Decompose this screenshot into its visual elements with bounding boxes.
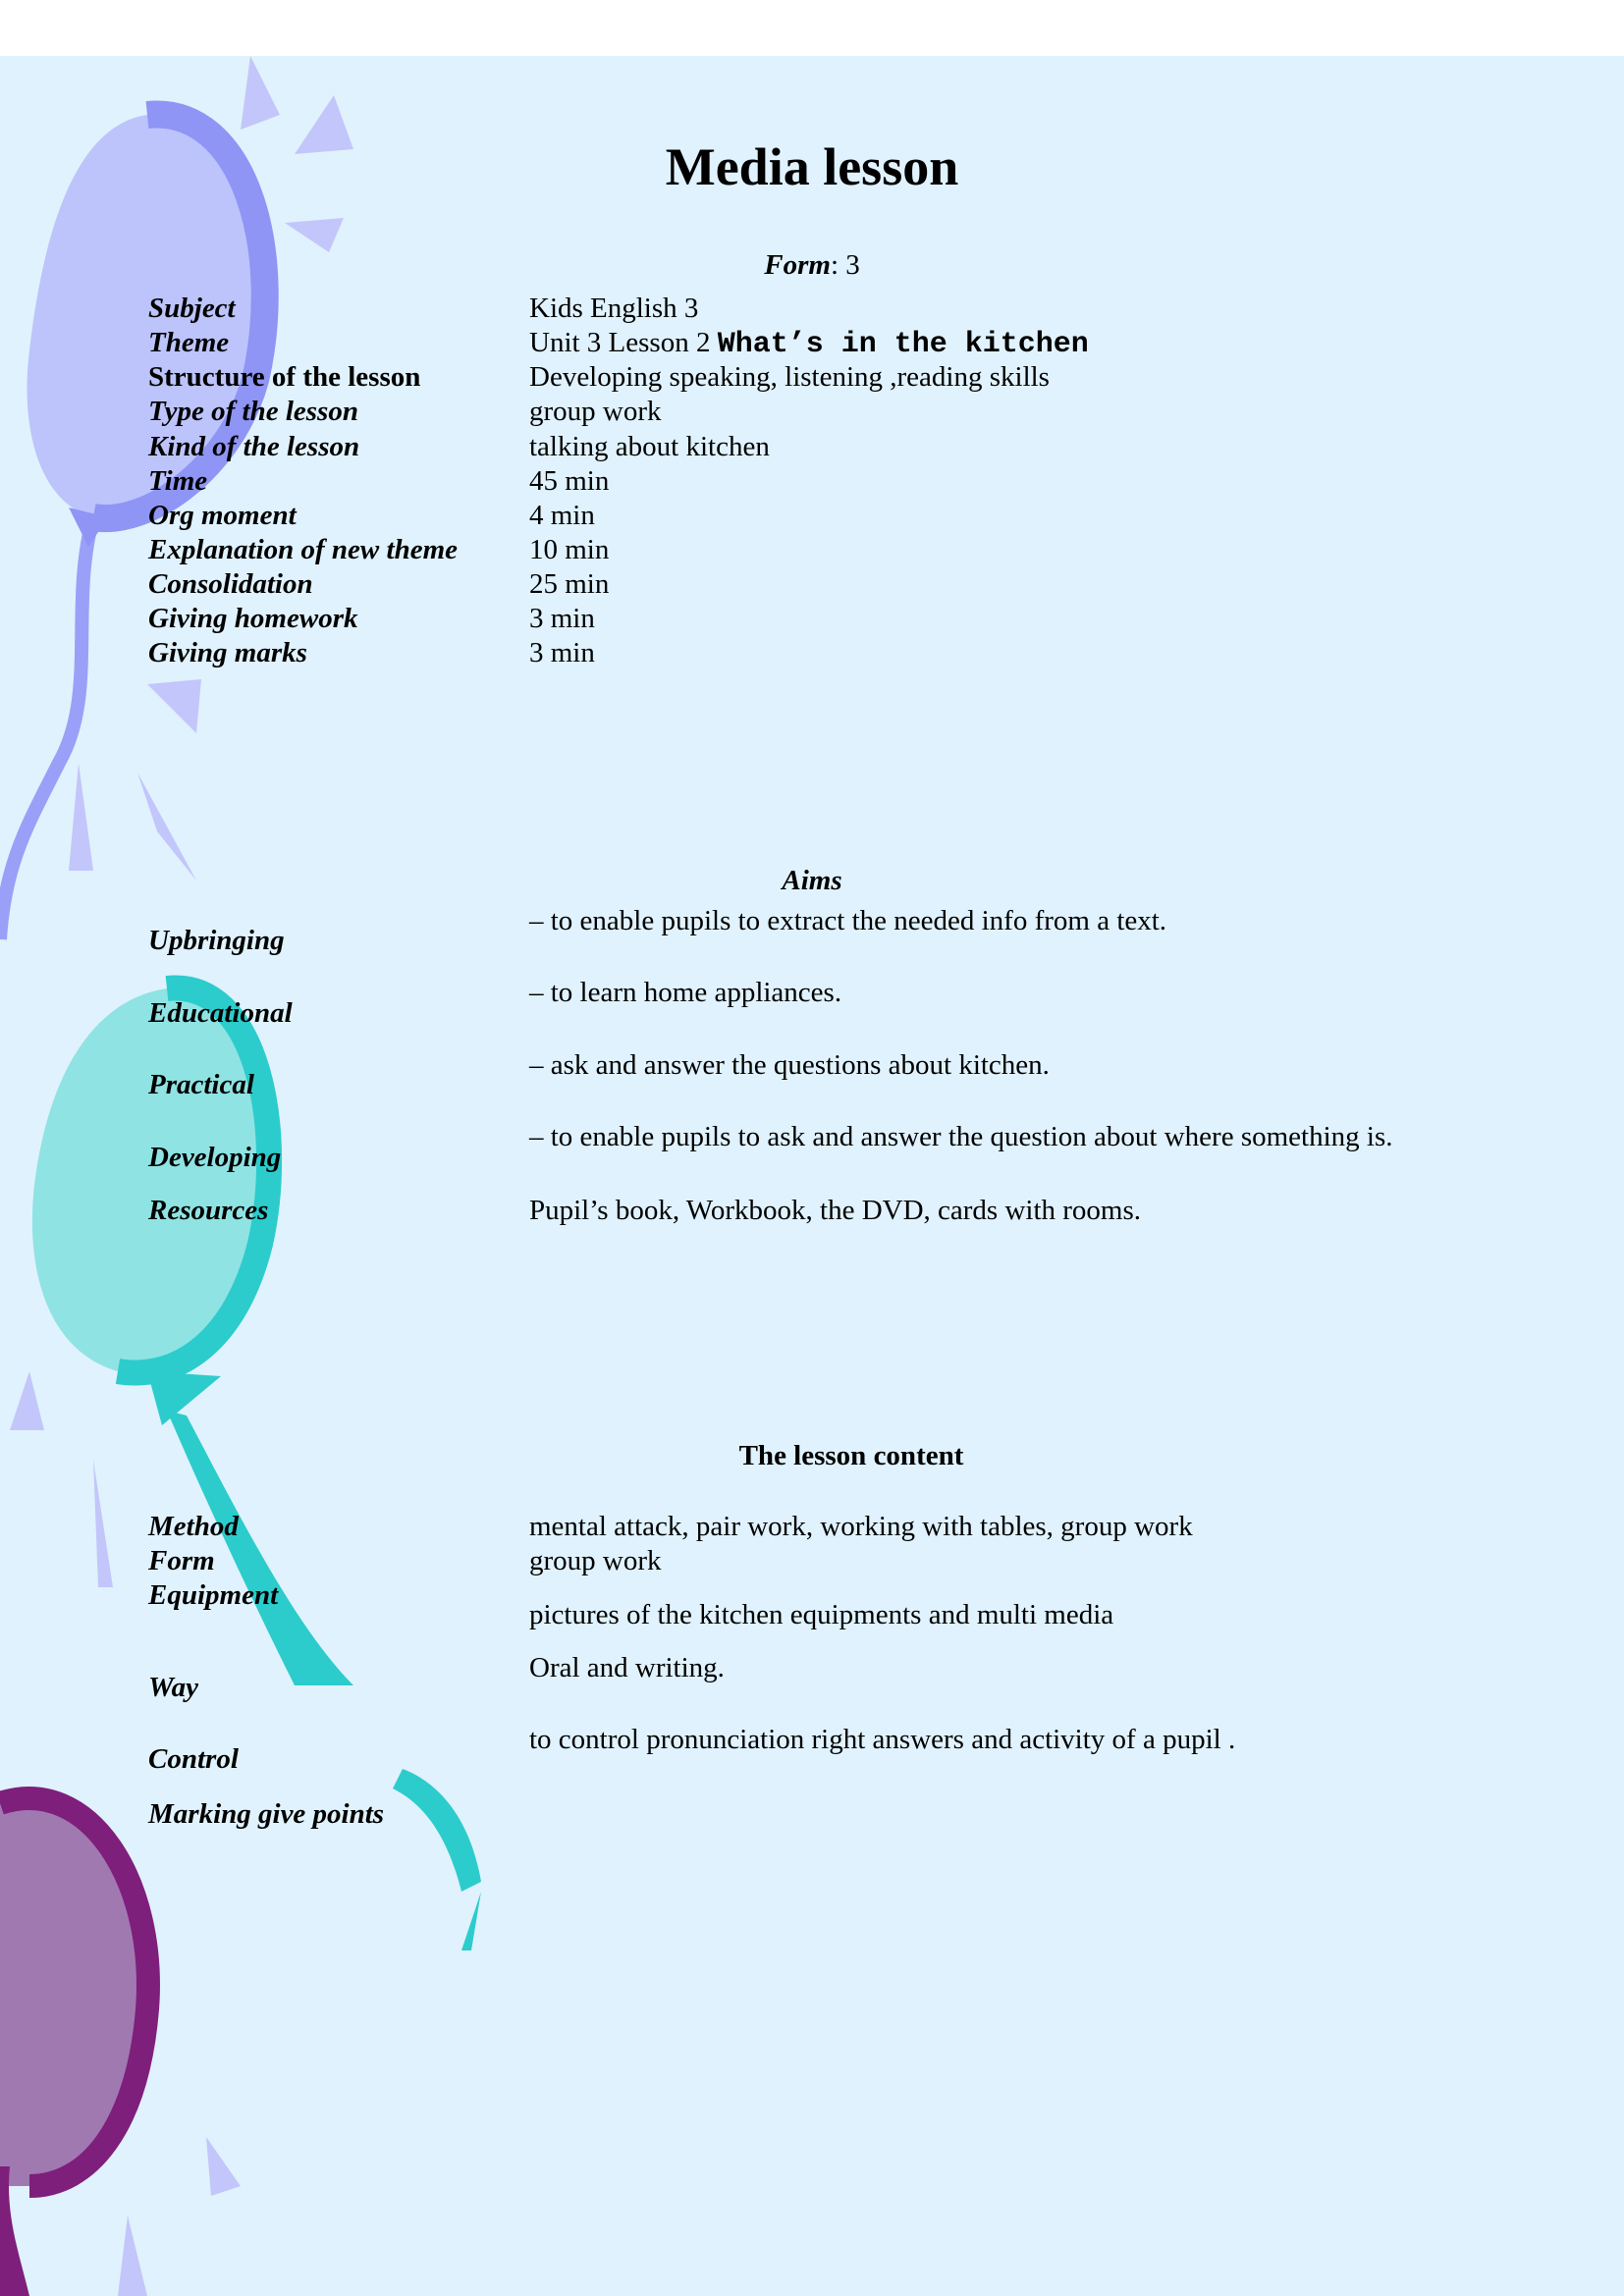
info-label-time: Time	[148, 465, 208, 497]
info-value-subject: Kids English 3	[529, 293, 699, 324]
content-heading: The lesson content	[738, 1440, 964, 1471]
info-value-consolidation: 25 min	[529, 568, 610, 600]
info-value-structure: Developing speaking, listening ,reading skills	[529, 361, 1050, 393]
content-value-form: group work	[529, 1545, 662, 1576]
aims-value-developing: – to enable pupils to ask and answer the question about where something is.	[529, 1121, 1393, 1152]
info-label-structure: Structure of the lesson	[148, 361, 421, 393]
info-value-type: group work	[529, 396, 662, 427]
document-page	[0, 56, 1624, 2296]
info-value-kind: talking about kitchen	[529, 431, 770, 462]
content-label-marking: Marking give points	[148, 1798, 385, 1830]
content-value-method: mental attack, pair work, working with tables, group work	[529, 1511, 1193, 1542]
info-value-theme	[529, 327, 1089, 361]
info-value-homework: 3 min	[529, 603, 595, 634]
info-label-kind: Kind of the lesson	[148, 431, 360, 462]
content-value-equipment: pictures of the kitchen equipments and multi media	[529, 1599, 1114, 1630]
content-label-method: Method	[148, 1511, 239, 1542]
aims-label-practical: Practical	[148, 1069, 254, 1100]
info-label-theme: Theme	[148, 327, 230, 358]
content-label-way: Way	[148, 1672, 199, 1703]
theme-emphasis-text: What’s in the kitchen	[717, 328, 1089, 361]
info-label-explanation: Explanation of new theme	[148, 534, 459, 565]
info-label-homework: Giving homework	[148, 603, 358, 634]
purple-balloon	[0, 1798, 241, 2296]
content-label-equipment: Equipment	[148, 1579, 279, 1611]
aims-label-educational: Educational	[148, 997, 293, 1029]
info-label-org-moment: Org moment	[148, 500, 297, 531]
form-label: Form	[764, 249, 831, 281]
aims-value-educational: – to learn home appliances.	[529, 977, 842, 1008]
aims-value-resources: Pupil’s book, Workbook, the DVD, cards with rooms.	[529, 1195, 1142, 1226]
content-label-form: Form	[148, 1545, 215, 1576]
info-value-explanation: 10 min	[529, 534, 610, 565]
aims-heading	[0, 865, 1624, 897]
theme-unit-text: Unit 3 Lesson 2	[529, 327, 711, 358]
info-value-marks: 3 min	[529, 637, 595, 668]
content-value-way: Oral and writing.	[529, 1652, 725, 1683]
form-value: : 3	[830, 249, 860, 281]
page-title: Media lesson	[665, 137, 959, 196]
aims-label-upbringing: Upbringing	[148, 925, 285, 956]
info-label-subject: Subject	[148, 293, 236, 324]
info-label-type: Type of the lesson	[148, 396, 358, 427]
aims-label-developing: Developing	[148, 1142, 282, 1173]
info-value-time: 45 min	[529, 465, 610, 497]
info-label-consolidation: Consolidation	[148, 568, 313, 600]
aims-value-upbringing: – to enable pupils to extract the needed info from a text.	[529, 905, 1167, 936]
info-label-marks: Giving marks	[148, 637, 307, 668]
content-label-control: Control	[148, 1743, 239, 1775]
info-value-org-moment: 4 min	[529, 500, 595, 531]
form-line	[0, 249, 1624, 282]
aims-label-resources: Resources	[148, 1195, 269, 1226]
aims-heading-text: Aims	[782, 865, 842, 896]
content-value-control: to control pronunciation right answers and activity of a pupil .	[529, 1724, 1236, 1755]
aims-value-practical: – ask and answer the questions about kitchen.	[529, 1049, 1050, 1081]
